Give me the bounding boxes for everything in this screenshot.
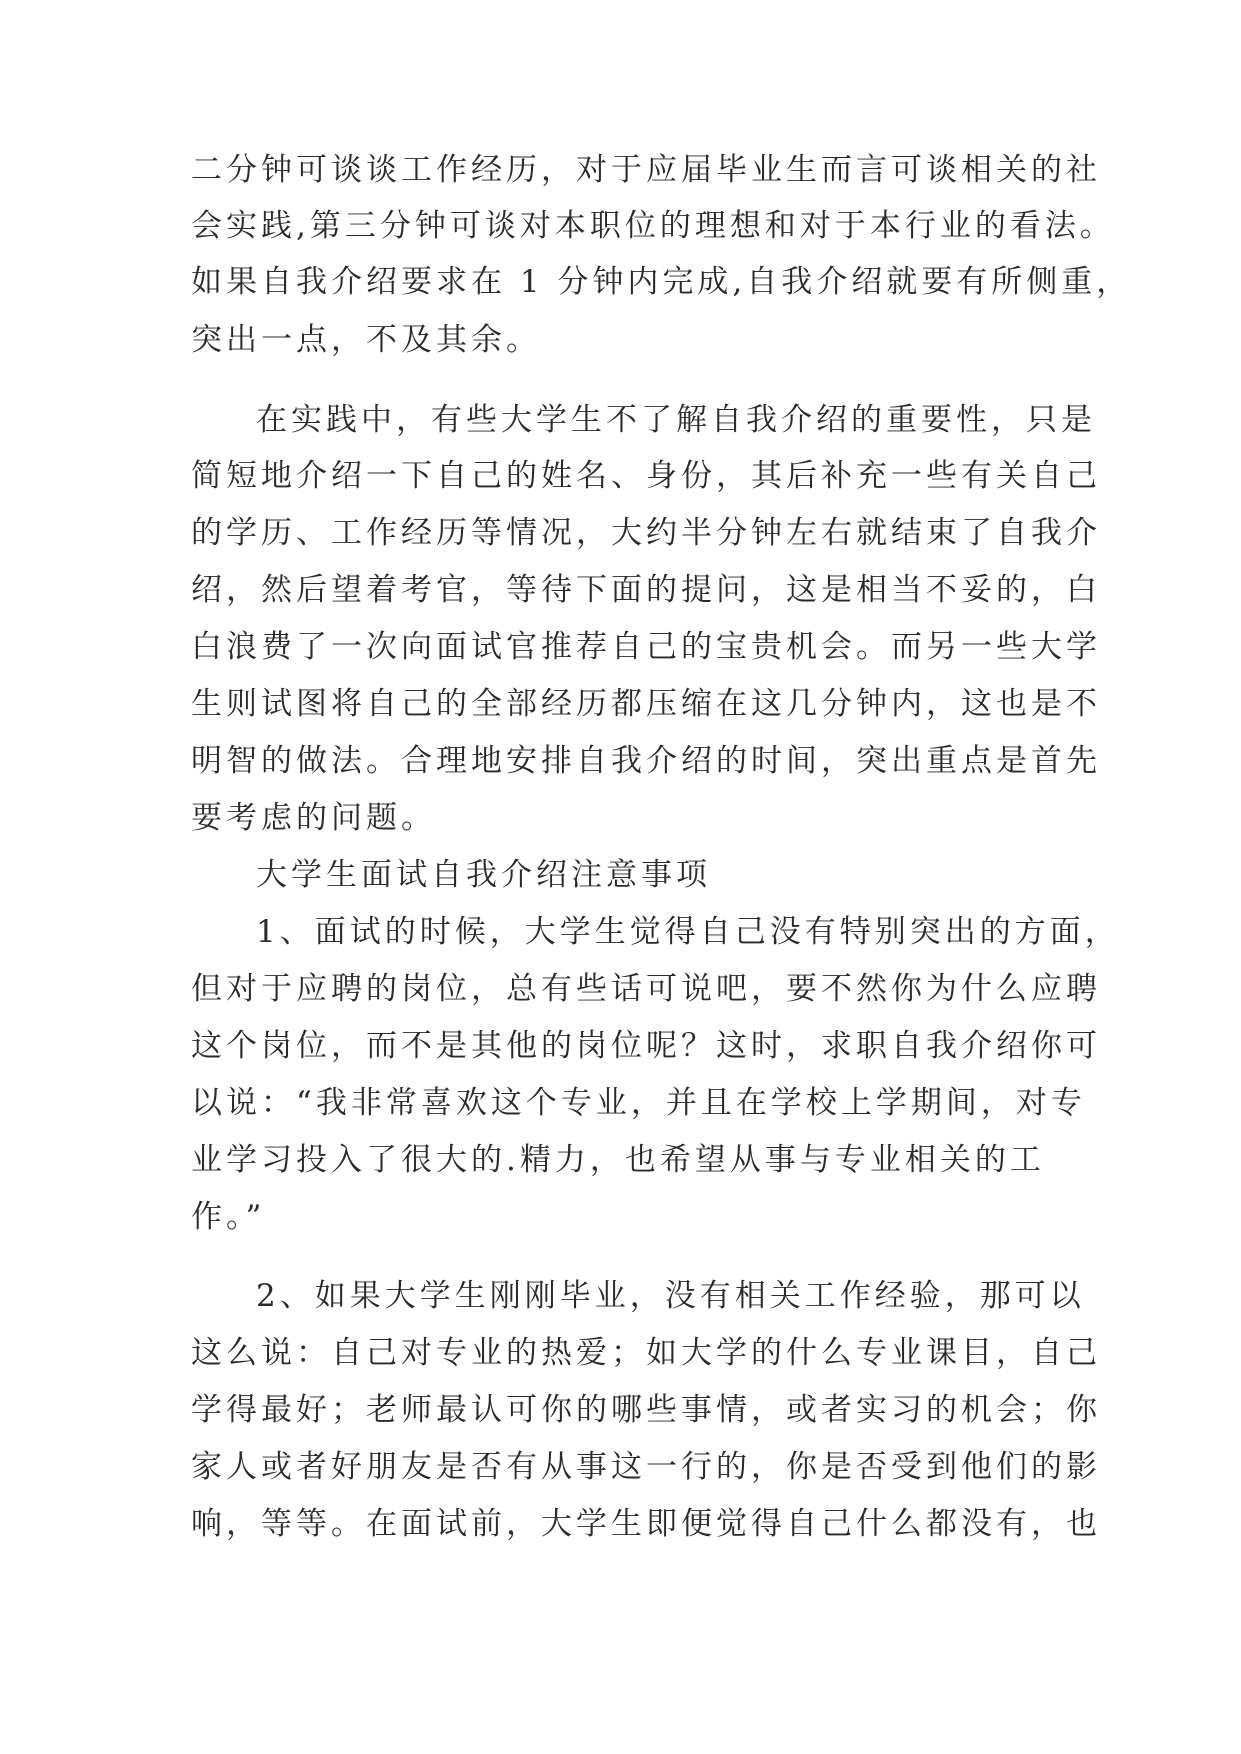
text-line: 学得最好；老师最认可你的哪些事情，或者实习的机会；你 — [191, 1392, 1101, 1428]
text-line: 生则试图将自己的全部经历都压缩在这几分钟内，这也是不 — [191, 686, 1101, 722]
text-line: 突出一点，不及其余。 — [191, 322, 541, 358]
section-heading: 大学生面试自我介绍注意事项 — [256, 857, 711, 893]
text-line: 家人或者好朋友是否有从事这一行的，你是否受到他们的影 — [191, 1449, 1101, 1485]
text-line: 但对于应聘的岗位，总有些话可说吧，要不然你为什么应聘 — [191, 971, 1101, 1007]
text-line: 作。” — [191, 1199, 266, 1235]
text-line: 响，等等。在面试前，大学生即便觉得自己什么都没有，也 — [191, 1506, 1101, 1542]
text-line: 这么说：自己对专业的热爱；如大学的什么专业课目，自己 — [191, 1335, 1101, 1371]
text-line: 绍，然后望着考官，等待下面的提问，这是相当不妥的，白 — [191, 572, 1101, 608]
text-line: 二分钟可谈谈工作经历，对于应届毕业生而言可谈相关的社 — [191, 152, 1101, 188]
text-line: 的学历、工作经历等情况，大约半分钟左右就结束了自我介 — [191, 515, 1101, 551]
text-line: 这个岗位，而不是其他的岗位呢？这时，求职自我介绍你可 — [191, 1028, 1101, 1064]
text-line: 白浪费了一次向面试官推荐自己的宝贵机会。而另一些大学 — [191, 629, 1101, 665]
text-line: 在实践中，有些大学生不了解自我介绍的重要性，只是 — [256, 402, 1096, 438]
text-line: 简短地介绍一下自己的姓名、身份，其后补充一些有关自己 — [191, 458, 1101, 494]
text-line: 1、面试的时候，大学生觉得自己没有特别突出的方面， — [256, 914, 1120, 950]
text-line: 业学习投入了很大的.精力，也希望从事与专业相关的工 — [191, 1142, 1045, 1178]
text-line: 明智的做法。合理地安排自我介绍的时间，突出重点是首先 — [191, 743, 1101, 779]
text-line: 会实践,第三分钟可谈对本职位的理想和对于本行业的看法。 — [191, 208, 1115, 244]
text-line: 要考虑的问题。 — [191, 800, 436, 836]
text-line: 如果自我介绍要求在 1 分钟内完成,自我介绍就要有所侧重， — [191, 264, 1132, 300]
text-line: 2、如果大学生刚刚毕业，没有相关工作经验，那可以 — [256, 1278, 1085, 1314]
text-line: 以说：“我非常喜欢这个专业，并且在学校上学期间，对专 — [191, 1085, 1086, 1121]
